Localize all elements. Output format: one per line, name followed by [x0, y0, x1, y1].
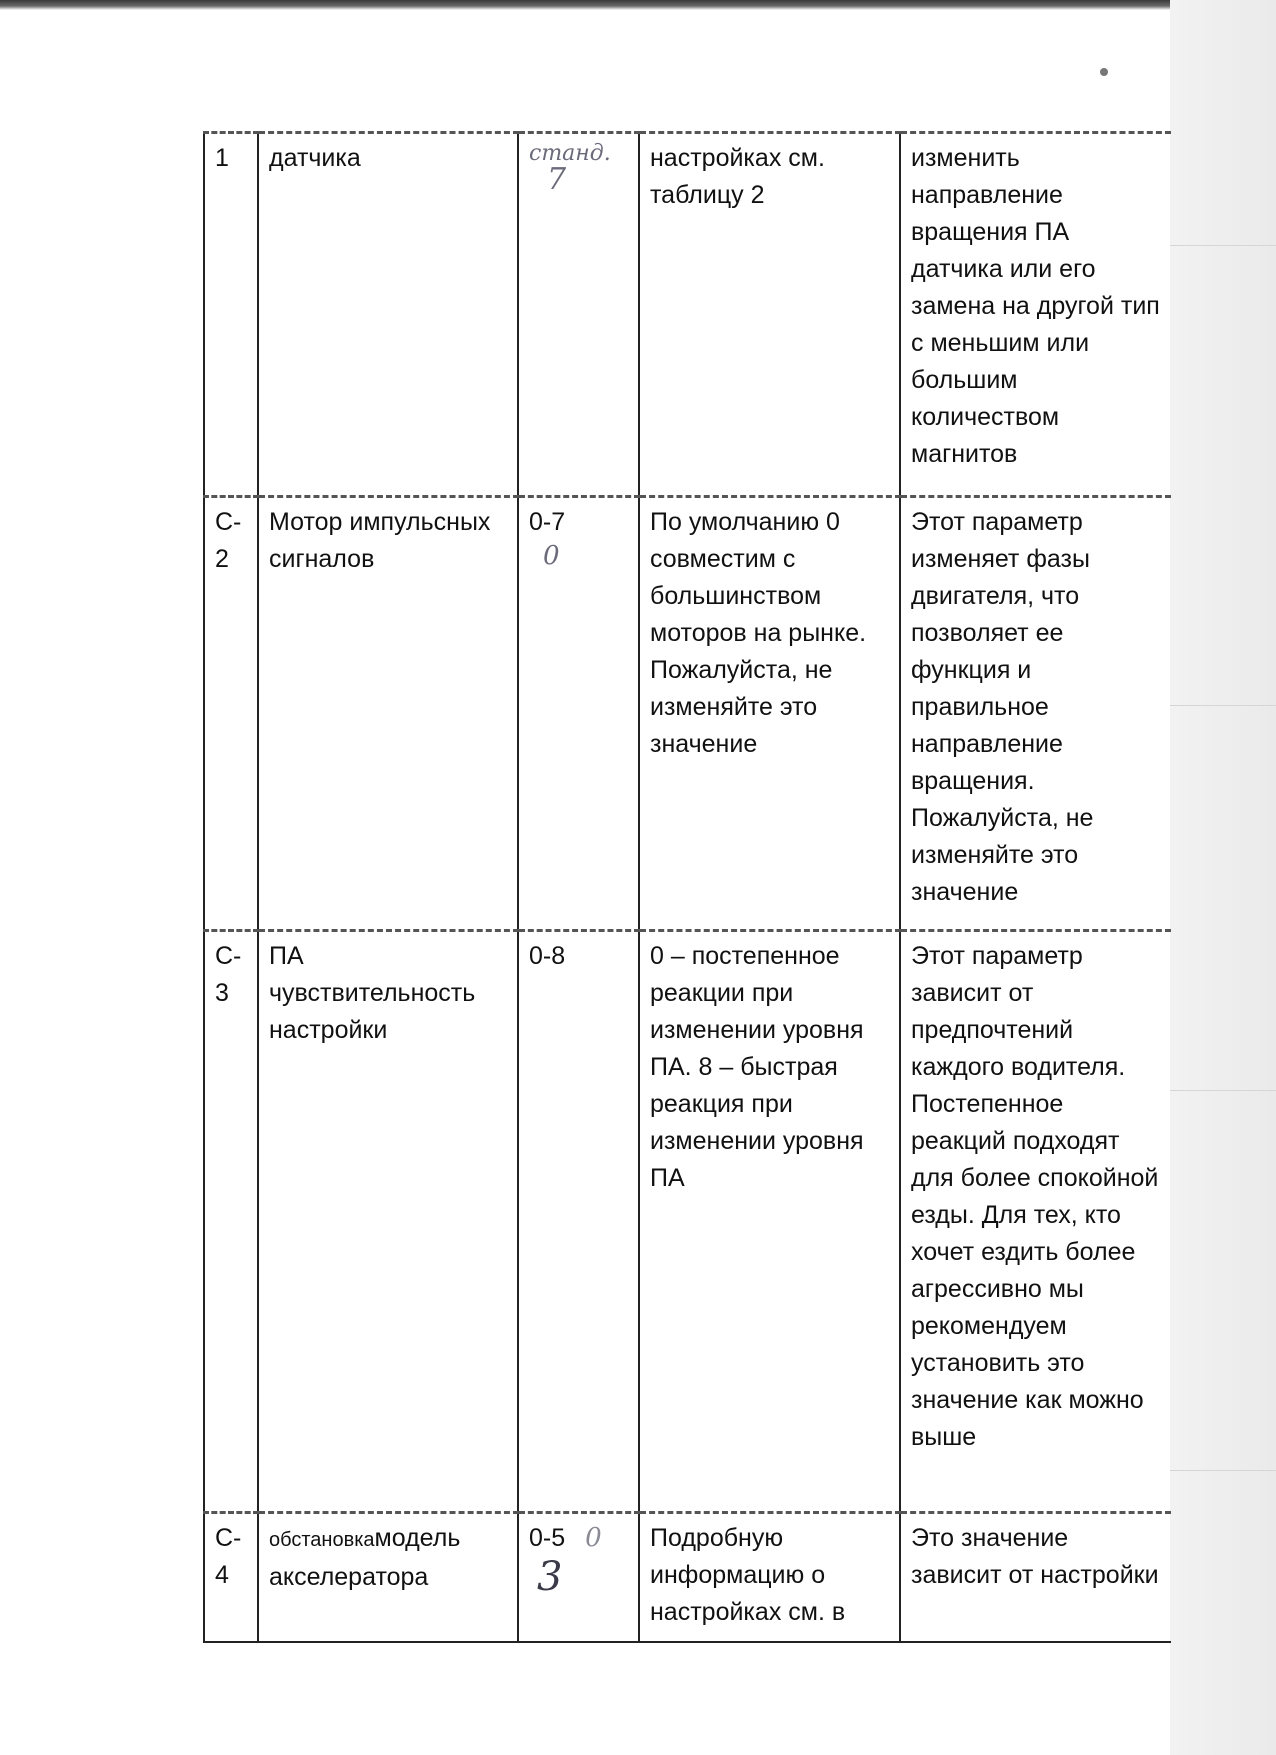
scan-speck	[1100, 68, 1108, 76]
parameter-name-prefix: обстановка	[269, 1529, 375, 1551]
parameter-name: ПА чувствительность настройки	[258, 931, 518, 1513]
range-value: 0-5	[529, 1524, 566, 1552]
parameters-table	[203, 131, 1171, 1643]
description-cell: настройках см. таблицу 2	[639, 133, 900, 497]
comment-cell: Этот параметр зависит от предпочтений каждого водителя. Постепенное реакций подходят для более спокойной езды. Для тех, кто хочет ездить более агрессивно мы рекомендуем установить это значение как можно выше	[900, 931, 1171, 1513]
table-row	[204, 1513, 1171, 1642]
comment-cell: Этот параметр изменяет фазы двигателя, что позволяет ее функция и правильное направление вращения. Пожалуйста, не изменяйте это значение	[900, 497, 1171, 931]
row-number: 1	[204, 133, 258, 497]
description-cell: 0 – постепенное реакции при изменении уровня ПА. 8 – быстрая реакция при изменении уровня ПА	[639, 931, 900, 1513]
range-value: 0-8	[529, 942, 566, 970]
row-number: C-3	[204, 931, 258, 1513]
range-cell	[518, 133, 639, 497]
range-cell	[518, 497, 639, 931]
handwritten-note: 7	[547, 162, 567, 197]
bleed-line	[1170, 1090, 1276, 1091]
handwritten-note: 0	[543, 541, 560, 571]
scan-top-edge	[0, 0, 1276, 10]
handwritten-note: 0	[585, 1523, 602, 1553]
table-row	[204, 133, 1171, 497]
comment-cell: изменить направление вращения ПА датчика или его замена на другой тип с меньшим или большим количеством магнитов	[900, 133, 1171, 497]
table-row	[204, 497, 1171, 931]
parameter-name: датчика	[258, 133, 518, 497]
range-cell	[518, 1513, 639, 1642]
description-cell: По умолчанию 0 совместим с большинством моторов на рынке. Пожалуйста, не изменяйте это значение	[639, 497, 900, 931]
parameter-name: Мотор импульсных сигналов	[258, 497, 518, 931]
row-number: C-2	[204, 497, 258, 931]
range-value: 0-7	[529, 508, 566, 536]
handwritten-note: 3	[537, 1554, 563, 1600]
handwritten-note: станд.	[529, 141, 611, 166]
comment-cell: Это значение зависит от настройки	[900, 1513, 1171, 1642]
description-cell: Подробную информацию о настройках см. в	[639, 1513, 900, 1642]
table-row	[204, 931, 1171, 1513]
bleed-line	[1170, 705, 1276, 706]
row-number: C-4	[204, 1513, 258, 1642]
parameter-name: модель акселератора	[269, 1524, 461, 1591]
range-cell	[518, 931, 639, 1513]
parameter-name-cell	[258, 1513, 518, 1642]
bleed-line	[1170, 1470, 1276, 1471]
bleed-line	[1170, 245, 1276, 246]
scan-right-shadow	[1170, 0, 1276, 1755]
